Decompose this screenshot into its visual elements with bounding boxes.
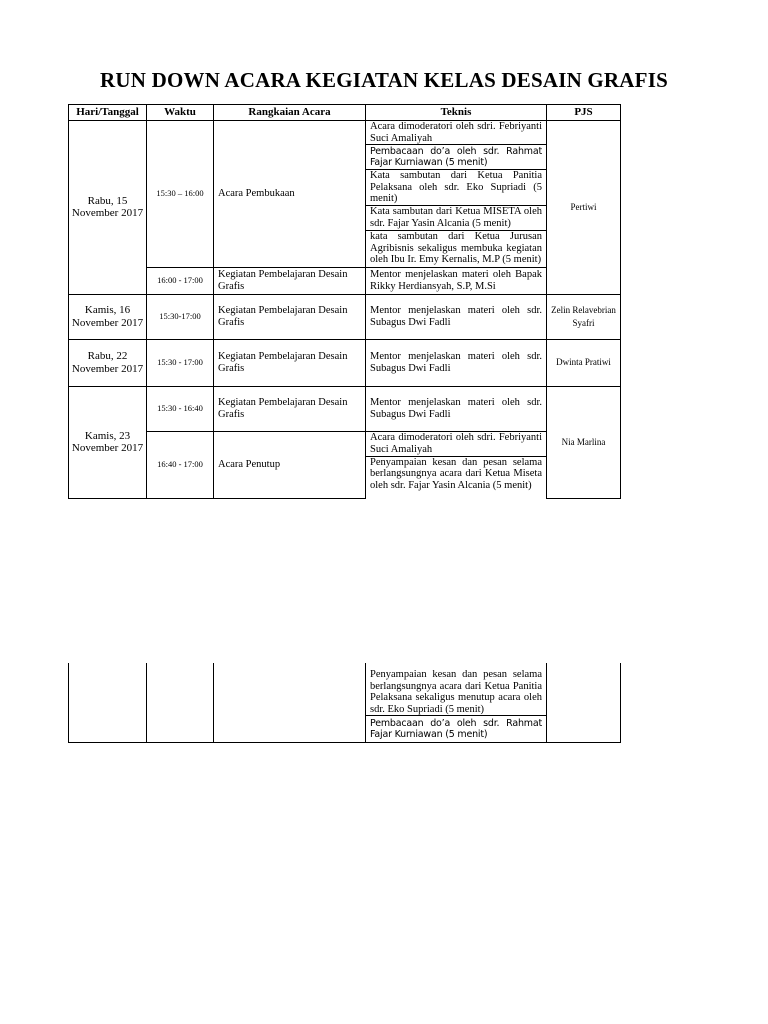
day-cell: Rabu, 15 November 2017: [69, 121, 147, 295]
day-cell: Kamis, 16 November 2017: [69, 294, 147, 339]
time-cell: 15:30 - 17:00: [147, 339, 214, 386]
table-row: [69, 431, 621, 456]
technical-cell: Penyampaian kesan dan pesan selama berlangsungnya acara dari Ketua Panitia Pelaksana sekaligus menutup acara oleh sdr. Eko Supriadi (5 menit): [366, 663, 547, 716]
table-row: [69, 121, 621, 145]
header-pjs: PJS: [547, 105, 621, 121]
time-cell: 15:30 – 16:00: [147, 121, 214, 268]
table-row: [69, 386, 621, 431]
pjs-cell: Nia Marlina: [547, 386, 621, 499]
day-cell: Kamis, 23 November 2017: [69, 386, 147, 499]
event-cell: [214, 294, 366, 339]
technical-cell: Kata sambutan dari Ketua MISETA oleh sdr. Fajar Yasin Alcania (5 menit): [366, 205, 547, 230]
day-cell-empty: [69, 663, 147, 743]
pjs-cell-empty: [547, 663, 621, 743]
technical-cell: Acara dimoderatori oleh sdri. Febriyanti Suci Amaliyah: [366, 121, 547, 145]
header-event: Rangkaian Acara: [214, 105, 366, 121]
technical-cell: Mentor menjelaskan materi oleh sdr. Subagus Dwi Fadli: [366, 386, 547, 431]
event-cell: [214, 386, 366, 431]
pjs-cell: Zelin Relavebrian Syafri: [547, 294, 621, 339]
event-label: Kegiatan Pembelajaran Desain Grafis: [218, 397, 348, 420]
table-row: [69, 294, 621, 339]
event-cell: [214, 339, 366, 386]
event-cell: [214, 431, 366, 499]
day-cell: Rabu, 22 November 2017: [69, 339, 147, 386]
event-label: Kegiatan Pembelajaran Desain Grafis: [218, 351, 348, 374]
header-time: Waktu: [147, 105, 214, 121]
rundown-table: [68, 104, 621, 499]
technical-cell: [366, 716, 547, 743]
event-cell: [214, 121, 366, 268]
table-row: [69, 267, 621, 294]
event-cell-empty: [214, 663, 366, 743]
technical-cell: Kata sambutan dari Ketua Panitia Pelaksana oleh sdr. Eko Supriadi (5 menit): [366, 170, 547, 206]
time-cell: 16:40 - 17:00: [147, 431, 214, 499]
technical-text: Pembacaan do’a oleh sdr. Rahmat Fajar Kurniawan (5 menit): [370, 717, 542, 740]
technical-cell: Mentor menjelaskan materi oleh sdr. Subagus Dwi Fadli: [366, 294, 547, 339]
time-cell: 16:00 - 17:00: [147, 267, 214, 294]
technical-cell: Mentor menjelaskan materi oleh sdr. Subagus Dwi Fadli: [366, 339, 547, 386]
table-header-row: [69, 105, 621, 121]
event-label: Kegiatan Pembelajaran Desain Grafis: [218, 269, 348, 292]
technical-cell: Acara dimoderatori oleh sdri. Febriyanti Suci Amaliyah: [366, 431, 547, 456]
table-row: [69, 663, 621, 716]
header-day: Hari/Tanggal: [69, 105, 147, 121]
time-cell: 15:30 - 16:40: [147, 386, 214, 431]
technical-cell: Mentor menjelaskan materi oleh Bapak Rikky Herdiansyah, S.P, M.Si: [366, 267, 547, 294]
table-row: [69, 339, 621, 386]
rundown-table-continued: [68, 663, 621, 743]
document-title: RUN DOWN ACARA KEGIATAN KELAS DESAIN GRAFIS: [100, 68, 668, 92]
time-cell-empty: [147, 663, 214, 743]
event-cell: [214, 267, 366, 294]
technical-cell: [366, 145, 547, 170]
time-cell: 15:30-17:00: [147, 294, 214, 339]
pjs-cell: Pertiwi: [547, 121, 621, 295]
event-label: Kegiatan Pembelajaran Desain Grafis: [218, 305, 348, 328]
event-label: Acara Penutup: [218, 459, 281, 470]
technical-text: Pembacaan do’a oleh sdr. Rahmat Fajar Kurniawan (5 menit): [370, 145, 542, 168]
technical-cell: Penyampaian kesan dan pesan selama berlangsungnya acara dari Ketua Miseta oleh sdr. Fajar Yasin Alcania (5 menit): [366, 456, 547, 499]
technical-cell: kata sambutan dari Ketua Jurusan Agribisnis sekaligus membuka kegiatan oleh Ibu Ir. Emy Kernalis, M.P (5 menit): [366, 230, 547, 267]
event-label: Acara Pembukaan: [218, 188, 295, 199]
pjs-cell: Dwinta Pratiwi: [547, 339, 621, 386]
header-technical: Teknis: [366, 105, 547, 121]
